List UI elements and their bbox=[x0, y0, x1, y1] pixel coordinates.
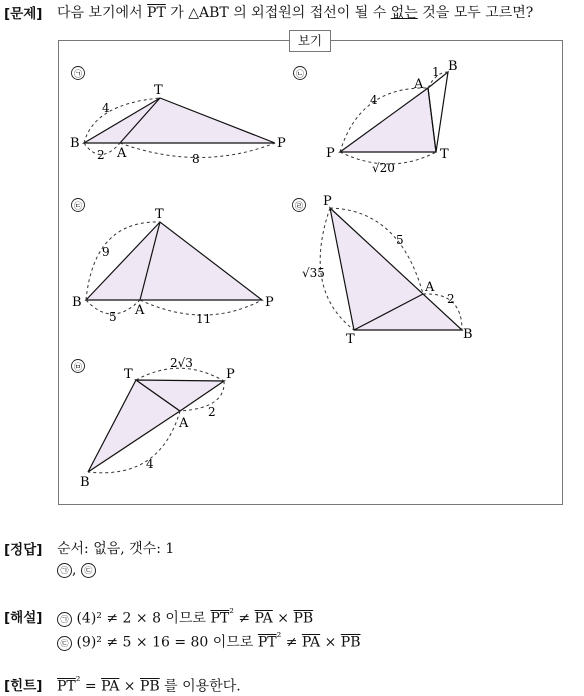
circle-mark-3 bbox=[72, 199, 85, 212]
label-a-2: A bbox=[414, 77, 424, 92]
length-bt-3: 9 bbox=[102, 245, 110, 259]
triangle-4 bbox=[330, 208, 462, 330]
label-t-3: T bbox=[155, 207, 164, 222]
triangle-3 bbox=[86, 222, 262, 300]
length-bt-1: 4 bbox=[102, 101, 110, 115]
circle-mark-1 bbox=[72, 67, 85, 80]
answer-tag: [정답] bbox=[4, 542, 43, 558]
figure-1 bbox=[70, 67, 286, 167]
label-b-1: B bbox=[70, 136, 80, 151]
hint-square: ² bbox=[75, 674, 81, 688]
hint-rest: 를 이용한다. bbox=[159, 678, 241, 695]
label-p-2: P bbox=[326, 146, 335, 161]
length-ap-3: 11 bbox=[196, 312, 212, 326]
label-a-1: A bbox=[117, 146, 127, 161]
segment-pb-2: $\overline{PB}$ bbox=[340, 634, 361, 651]
svg-text:㉡: ㉡ bbox=[296, 69, 304, 79]
answer-separator: , bbox=[72, 562, 77, 578]
label-t-5: T bbox=[124, 367, 133, 382]
square-2: ² bbox=[276, 630, 282, 644]
segment-pa-2: $\overline{PA}$ bbox=[301, 634, 321, 651]
neq-1: ≠ bbox=[233, 610, 255, 627]
label-p-3: P bbox=[265, 295, 274, 310]
triangle-1 bbox=[84, 98, 275, 143]
answer-line-2 bbox=[57, 562, 96, 578]
label-a-3: A bbox=[135, 303, 145, 318]
answer-mark-1: ㉠ bbox=[57, 563, 72, 578]
explanation-tag: [해설] bbox=[4, 610, 43, 626]
square-1: ² bbox=[229, 606, 234, 620]
length-ba-1: 2 bbox=[97, 148, 105, 162]
explanation-mark-1: ㉠ bbox=[57, 612, 72, 627]
segment-pb-1: $\overline{PB}$ bbox=[293, 610, 314, 627]
segment-pt-1: $\overline{PT}$ bbox=[210, 610, 230, 627]
circle-mark-2 bbox=[294, 67, 307, 80]
length-tp-5: 2√3 bbox=[170, 356, 193, 370]
length-pa-5: 2 bbox=[208, 405, 216, 419]
label-t-2: T bbox=[440, 147, 449, 162]
answer-mark-2: ㉢ bbox=[81, 563, 96, 578]
label-a-4: A bbox=[425, 280, 435, 295]
length-pa-2: 4 bbox=[370, 93, 378, 107]
length-ab-5: 4 bbox=[146, 457, 154, 471]
length-ab-2: 1 bbox=[432, 65, 440, 79]
hint-segment-pb: $\overline{PB}$ bbox=[139, 678, 160, 695]
length-pt-4: √35 bbox=[302, 266, 325, 280]
explanation-line-1 bbox=[57, 606, 313, 628]
circle-mark-4 bbox=[293, 199, 306, 212]
svg-text:㉢: ㉢ bbox=[74, 201, 82, 211]
problem-tag: [문제] bbox=[4, 6, 43, 22]
explanation-line-2 bbox=[57, 630, 361, 652]
hint-segment-pa: $\overline{PA}$ bbox=[101, 678, 120, 695]
label-p-5: P bbox=[226, 367, 235, 382]
label-b-5: B bbox=[80, 475, 90, 490]
length-ab-4: 2 bbox=[447, 292, 455, 306]
label-a-5: A bbox=[179, 416, 189, 431]
segment-pa-1: $\overline{PA}$ bbox=[254, 610, 273, 627]
length-ap-1: 8 bbox=[192, 152, 200, 166]
hint-eq: = bbox=[80, 678, 102, 695]
length-pt-2: √20 bbox=[372, 161, 395, 175]
question-emphasis: 없는 bbox=[390, 5, 418, 21]
label-b-3: B bbox=[72, 295, 82, 310]
question-segment-pt: $\overline{PT}$ bbox=[147, 5, 166, 21]
answer-line-1: 순서: 없음, 갯수: 1 bbox=[57, 541, 175, 557]
figure-3 bbox=[72, 199, 275, 327]
times-2: × bbox=[320, 634, 341, 651]
question-text-3: 것을 모두 고르면? bbox=[417, 5, 534, 21]
length-ba-3: 5 bbox=[109, 310, 117, 324]
svg-text:㉤: ㉤ bbox=[74, 362, 82, 372]
neq-2: ≠ bbox=[281, 634, 302, 651]
svg-text:㉣: ㉣ bbox=[295, 201, 303, 211]
length-pa-4: 5 bbox=[396, 233, 404, 247]
segment-pt-2: $\overline{PT}$ bbox=[257, 634, 277, 651]
hint-line bbox=[57, 674, 241, 696]
hint-tag: [힌트] bbox=[4, 678, 43, 694]
label-p-4: P bbox=[323, 194, 332, 209]
label-t-4: T bbox=[346, 332, 355, 347]
figure-5 bbox=[72, 356, 236, 490]
label-t-1: T bbox=[154, 83, 163, 98]
question-text-2: 가 △ABT 의 외접원의 접선이 될 수 bbox=[165, 5, 391, 21]
svg-text:㉠: ㉠ bbox=[74, 69, 82, 79]
triangle-2 bbox=[340, 88, 436, 152]
explanation-math-1: (4)² ≠ 2 × 8 이므로 bbox=[76, 610, 211, 627]
hint-segment-pt: $\overline{PT}$ bbox=[57, 678, 76, 695]
bogi-title: 보기 bbox=[289, 30, 331, 52]
explanation-mark-2: ㉢ bbox=[57, 636, 72, 651]
explanation-math-2: (9)² ≠ 5 × 16 = 80 이므로 bbox=[76, 634, 258, 651]
question-text-1: 다음 보기에서 bbox=[57, 5, 148, 21]
times-1: × bbox=[272, 610, 294, 627]
figure-4 bbox=[293, 194, 473, 347]
label-b-4: B bbox=[463, 327, 473, 342]
label-p-1: P bbox=[277, 136, 286, 151]
figure-2 bbox=[294, 59, 458, 175]
circle-mark-5 bbox=[72, 360, 85, 373]
hint-times: × bbox=[119, 678, 140, 695]
label-b-2: B bbox=[448, 59, 458, 74]
